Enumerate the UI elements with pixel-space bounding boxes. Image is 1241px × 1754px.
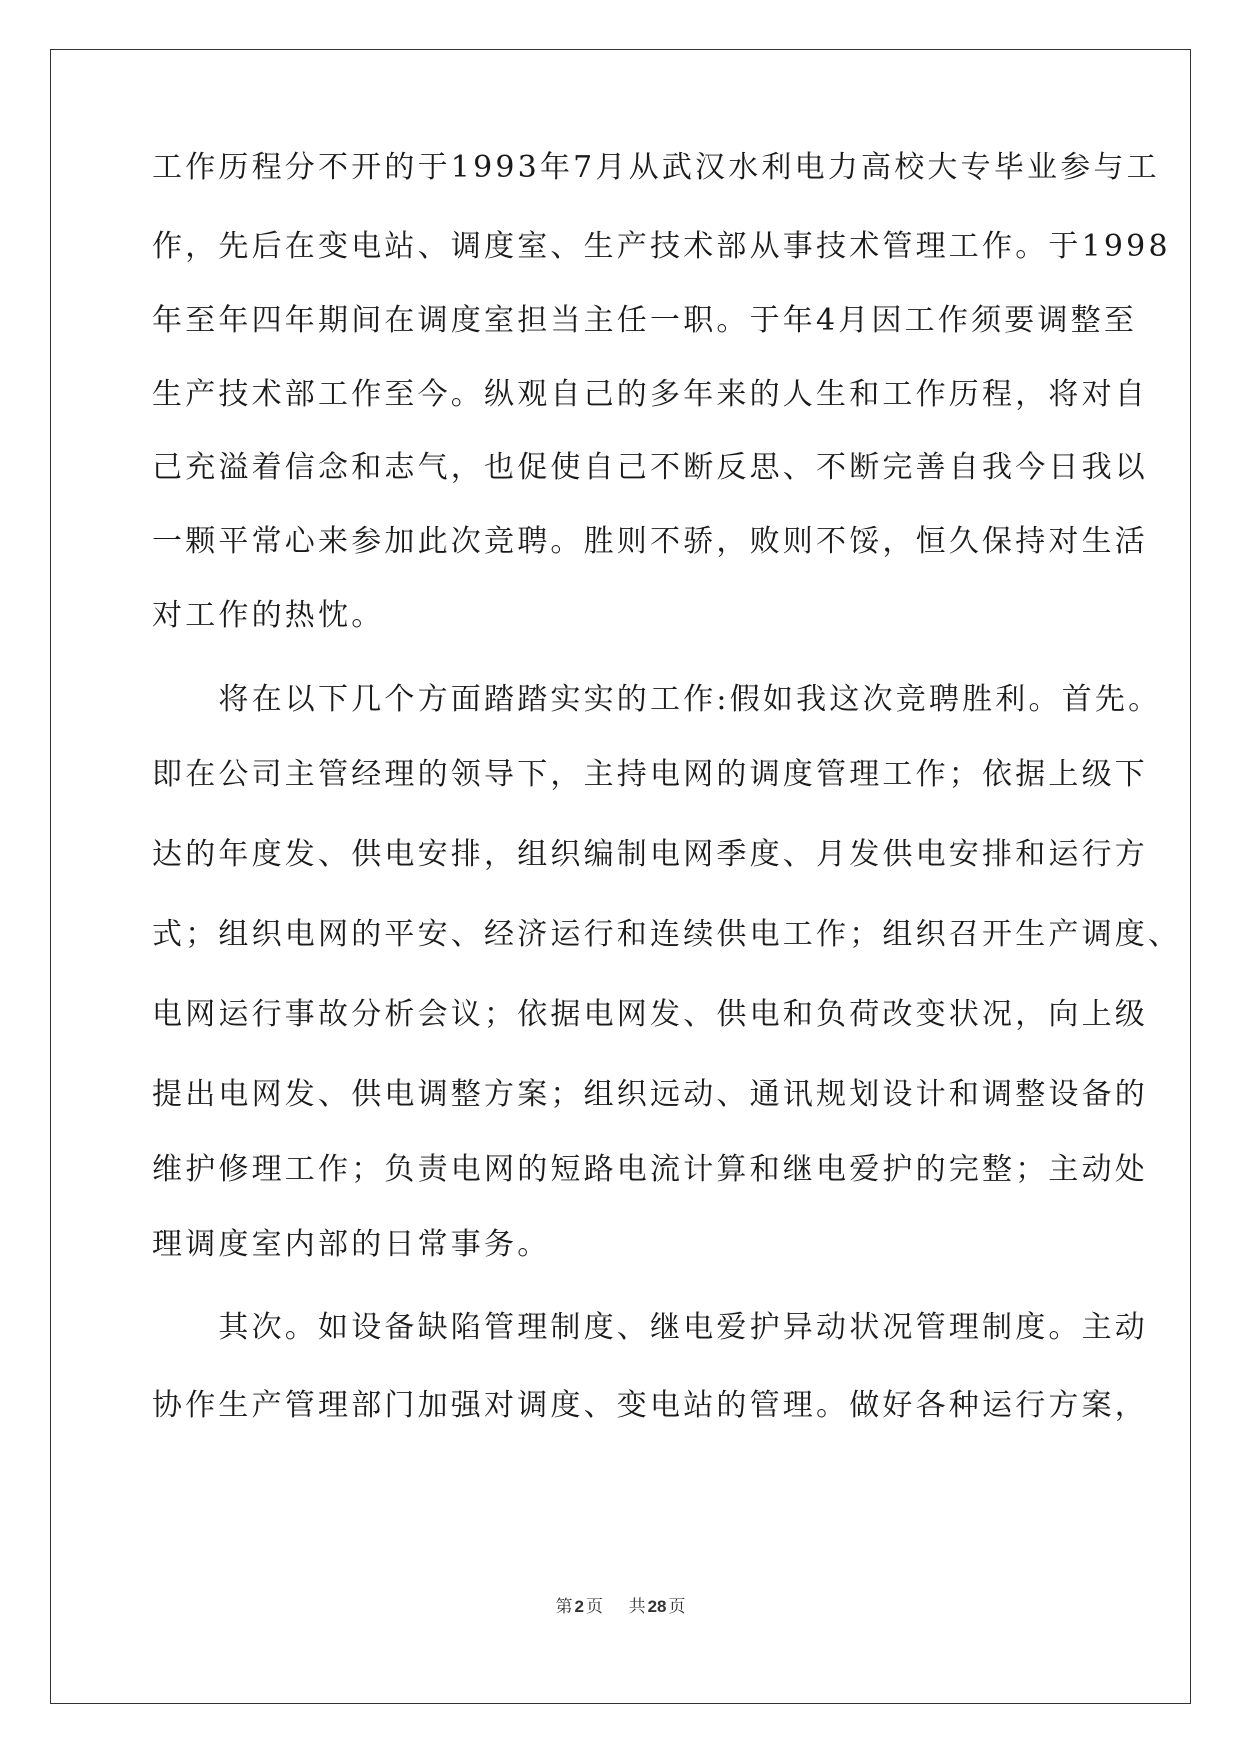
footer-page-suffix: 页 (585, 1597, 603, 1617)
text-line: 一颗平常心来参加此次竞聘。胜则不骄，败则不馁，恒久保持对生活 (152, 524, 1148, 559)
text-line: 电网运行事故分析会议；依据电网发、供电和负荷改变状况，向上级 (152, 997, 1148, 1032)
text-line: 将在以下几个方面踏踏实实的工作:假如我这次竞聘胜利。首先。 (152, 682, 1162, 717)
footer-page-prefix: 第 (555, 1597, 573, 1617)
text-line: 其次。如设备缺陷管理制度、继电爱护异动状况管理制度。主动 (152, 1310, 1148, 1345)
text-line: 协作生产管理部门加强对调度、变电站的管理。做好各种运行方案， (152, 1388, 1148, 1423)
text-line: 维护修理工作；负责电网的短路电流计算和继电爱护的完整；主动处 (152, 1152, 1148, 1187)
text-line: 年至年四年期间在调度室担当主任一职。于年4月因工作须要调整至 (152, 303, 1138, 338)
text-line: 达的年度发、供电安排，组织编制电网季度、月发供电安排和运行方 (152, 837, 1148, 872)
text-line: 作，先后在变电站、调度室、生产技术部从事技术管理工作。于1998 (152, 229, 1171, 264)
footer-total-pages: 28 (647, 1597, 667, 1616)
text-line: 提出电网发、供电调整方案；组织远动、通讯规划设计和调整设备的 (152, 1077, 1148, 1112)
footer-total-suffix: 页 (668, 1597, 686, 1617)
text-line: 工作历程分不开的于1993年7月从武汉水利电力高校大专毕业参与工 (152, 150, 1160, 185)
text-line: 式；组织电网的平安、经济运行和连续供电工作；组织召开生产调度、 (152, 917, 1182, 952)
text-line: 己充溢着信念和志气，也促使自己不断反思、不断完善自我今日我以 (152, 450, 1148, 485)
footer-total-prefix: 共 (628, 1597, 646, 1617)
footer-page-number: 2 (574, 1597, 584, 1616)
text-line: 生产技术部工作至今。纵观自己的多年来的人生和工作历程，将对自 (152, 377, 1148, 412)
text-line: 对工作的热忱。 (152, 598, 385, 633)
text-line: 即在公司主管经理的领导下，主持电网的调度管理工作；依据上级下 (152, 757, 1148, 792)
text-line: 理调度室内部的日常事务。 (152, 1227, 551, 1262)
page-border (50, 49, 1191, 1704)
page-footer (0, 1596, 1241, 1618)
